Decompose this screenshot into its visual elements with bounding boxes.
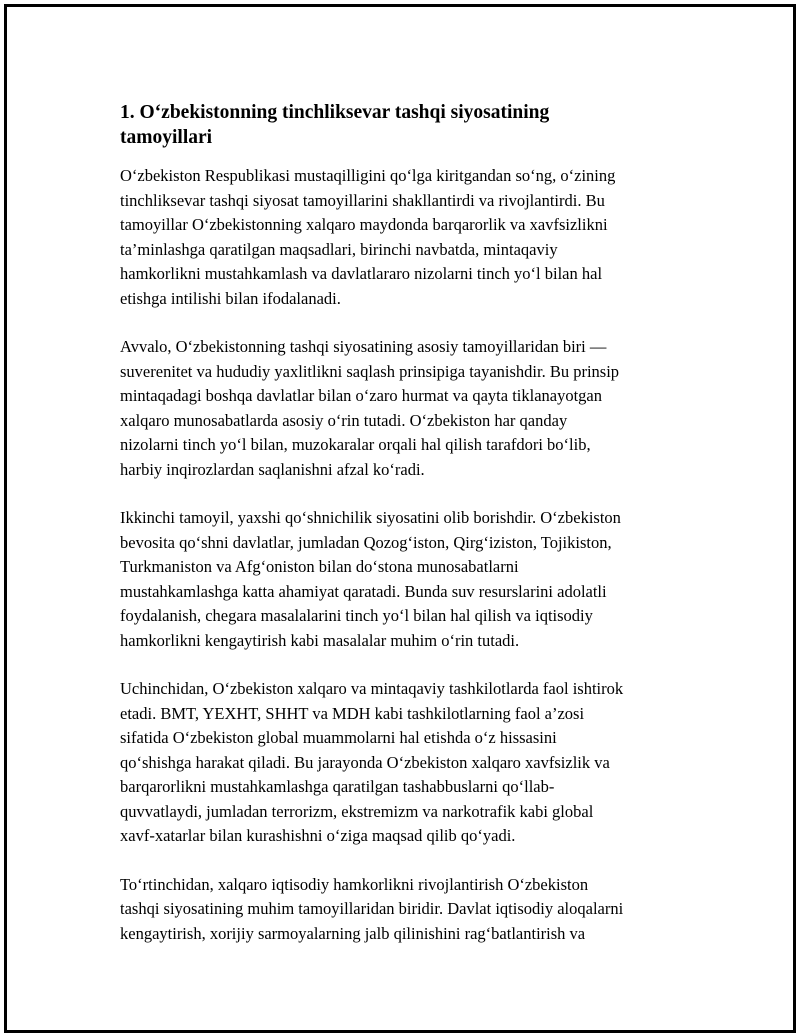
text-line: ta’minlashga qaratilgan maqsadlari, birinchi navbatda, mintaqaviy	[120, 239, 558, 259]
page-border	[4, 4, 796, 1033]
text-line: Avvalo, O‘zbekistonning tashqi siyosatining asosiy tamoyillaridan biri —	[120, 337, 607, 356]
heading-line: 1. O‘zbekistonning tinchliksevar tashqi siyosatining	[120, 102, 550, 123]
paragraph-third-principle	[120, 677, 700, 849]
paragraph-second-principle	[120, 506, 700, 653]
text-line: qo‘shishga harakat qiladi. Bu jarayonda O‘zbekiston xalqaro xavfsizlik va	[120, 752, 610, 772]
paragraph-intro	[120, 164, 700, 311]
heading-line: tamoyillari	[120, 127, 213, 148]
text-line: tamoyillar O‘zbekistonning xalqaro maydonda barqarorlik va xavfsizlikni	[120, 215, 608, 234]
text-line: kengaytirish, xorijiy sarmoyalarning jalb qilinishini rag‘batlantirish va	[120, 923, 586, 943]
text-line: nizolarni tinch yo‘l bilan, muzokaralar orqali hal qilish tarafdori bo‘lib,	[120, 435, 591, 454]
text-line: mustahkamlashga katta ahamiyat qaratadi. Bunda suv resurslarini adolatli	[120, 581, 607, 601]
text-line: etadi. BMT, YEXHT, SHHT va MDH kabi tashkilotlarning faol a’zosi	[120, 703, 585, 723]
paragraph-first-principle	[120, 335, 700, 482]
text-line: Ikkinchi tamoyil, yaxshi qo‘shnichilik siyosatini olib borishdir. O‘zbekiston	[120, 508, 621, 527]
text-line: suverenitet va hududiy yaxlitlikni saqlash prinsipiga tayanishdir. Bu prinsip	[120, 361, 620, 381]
text-line: Uchinchidan, O‘zbekiston xalqaro va mintaqaviy tashkilotlarda faol ishtirok	[120, 679, 624, 698]
text-line: bevosita qo‘shni davlatlar, jumladan Qozog‘iston, Qirg‘iziston, Tojikiston,	[120, 532, 612, 552]
text-line: tinchliksevar tashqi siyosat tamoyillarini shakllantirdi va rivojlantirdi. Bu	[120, 190, 605, 210]
document-body	[120, 100, 700, 970]
text-line: quvvatlaydi, jumladan terrorizm, ekstremizm va narkotrafik kabi global	[120, 801, 594, 821]
text-line: Turkmaniston va Afg‘oniston bilan do‘stona munosabatlarni	[120, 557, 519, 576]
text-line: harbiy inqirozlardan saqlanishni afzal ko‘radi.	[120, 459, 425, 479]
text-line: etishga intilishi bilan ifodalanadi.	[120, 288, 341, 308]
text-line: hamkorlikni mustahkamlash va davlatlararo nizolarni tinch yo‘l bilan hal	[120, 264, 603, 283]
text-line: tashqi siyosatining muhim tamoyillaridan biridir. Davlat iqtisodiy aloqalarni	[120, 899, 624, 918]
paragraph-fourth-principle	[120, 873, 700, 947]
text-line: xalqaro munosabatlarda asosiy o‘rin tutadi. O‘zbekiston har qanday	[120, 410, 568, 430]
text-line: barqarorlikni mustahkamlashga qaratilgan tashabbuslarni qo‘llab-	[120, 777, 555, 796]
text-line: O‘zbekiston Respublikasi mustaqilligini qo‘lga kiritgandan so‘ng, o‘zining	[120, 166, 616, 185]
text-line: foydalanish, chegara masalalarini tinch yo‘l bilan hal qilish va iqtisodiy	[120, 606, 593, 625]
section-heading	[120, 100, 700, 150]
text-line: sifatida O‘zbekiston global muammolarni hal etishda o‘z hissasini	[120, 728, 557, 747]
text-line: xavf-xatarlar bilan kurashishni o‘ziga maqsad qilib qo‘yadi.	[120, 826, 516, 845]
text-line: hamkorlikni kengaytirish kabi masalalar muhim o‘rin tutadi.	[120, 630, 520, 650]
text-line: mintaqadagi boshqa davlatlar bilan o‘zaro hurmat va qayta tiklanayotgan	[120, 386, 602, 405]
text-line: To‘rtinchidan, xalqaro iqtisodiy hamkorlikni rivojlantirish O‘zbekiston	[120, 874, 589, 894]
